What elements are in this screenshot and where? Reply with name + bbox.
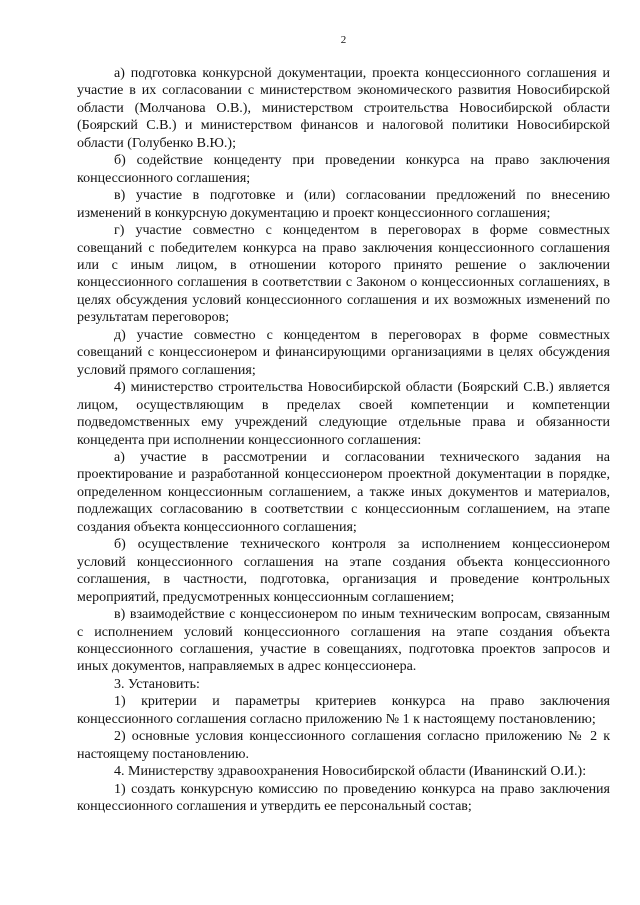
paragraph-clause-4-item-b: б) осуществление технического контроля за исполнением концессионером условий концессионного соглашения на этапе создания объекта концессионного соглашения, в частности, подготовка, организация и проведение контрольных мероприятий, предусмотренных концессионным соглашением; [77,537,610,605]
section-4-item-1: 1) создать конкурсную комиссию по проведению конкурса на право заключения концессионного соглашения и утвердить ее персональный состав; [77,781,610,815]
section-3-item-2: 2) основные условия концессионного соглашения согласно приложению № 2 к настоящему постановлению. [77,729,610,762]
section-3-item-1: 1) критерии и параметры критериев конкурса на право заключения концессионного соглашения согласно приложению № 1 к настоящему постановлению; [77,694,610,727]
paragraph-item-b: б) содействие концеденту при проведении конкурса на право заключения концессионного соглашения; [77,153,610,186]
paragraph-item-g: г) участие совместно с концедентом в переговорах в форме совместных совещаний с победителем конкурса на право заключения концессионного соглашения или с иным лицом, в отношении которого принято решение о заключении концессионного соглашения в соответствии с Законом о концессионных соглашениях, в целях обсуждения условий концессионного соглашения и их возможных изменений по результатам переговоров; [77,223,610,326]
paragraph-item-v: в) участие в подготовке и (или) согласовании предложений по внесению изменений в конкурсную документацию и проект концессионного соглашения; [77,188,610,221]
paragraph-item-d: д) участие совместно с концедентом в переговорах в форме совместных совещаний с концессионером и финансирующими организациями в целях обсуждения условий прямого соглашения; [77,327,610,378]
paragraph-item-a: а) подготовка конкурсной документации, проекта концессионного соглашения и участие в их согласовании с министерством экономического развития Новосибирской области (Молчанова О.В.), министерством строительства Новосибирской области (Боярский С.В.) и министерством финансов и налоговой политики Новосибирской области (Голубенко В.Ю.); [77,66,610,151]
section-3-heading: 3. Установить: [114,676,200,692]
paragraph-clause-4: 4) министерство строительства Новосибирской области (Боярский С.В.) является лицом, осуществляющим в пределах своей компетенции и компетенции подведомственных ему учреждений следующие отдельные права и обязанности концедента при исполнении концессионного соглашения: [77,380,610,448]
paragraph-clause-4-item-a: а) участие в рассмотрении и согласовании технического задания на проектирование и разработанной концессионером проектной документации в порядке, определенном концессионным соглашением, а также иных документов и материалов, подлежащих согласованию в соответствии с концессионным соглашением, на этапе создания объекта концессионного соглашения; [77,449,610,535]
paragraph-clause-4-item-v: в) взаимодействие с концессионером по иным техническим вопросам, связанным с исполнением условий концессионного соглашения на этапе создания объекта концессионного соглашения, участие в совещаниях, подготовка проектов запросов и иных документов, направляемых в адрес концессионера. [77,607,610,675]
page-number: 2 [340,34,347,46]
section-4-heading: 4. Министерству здравоохранения Новосибирской области (Иванинский О.И.): [114,764,587,780]
